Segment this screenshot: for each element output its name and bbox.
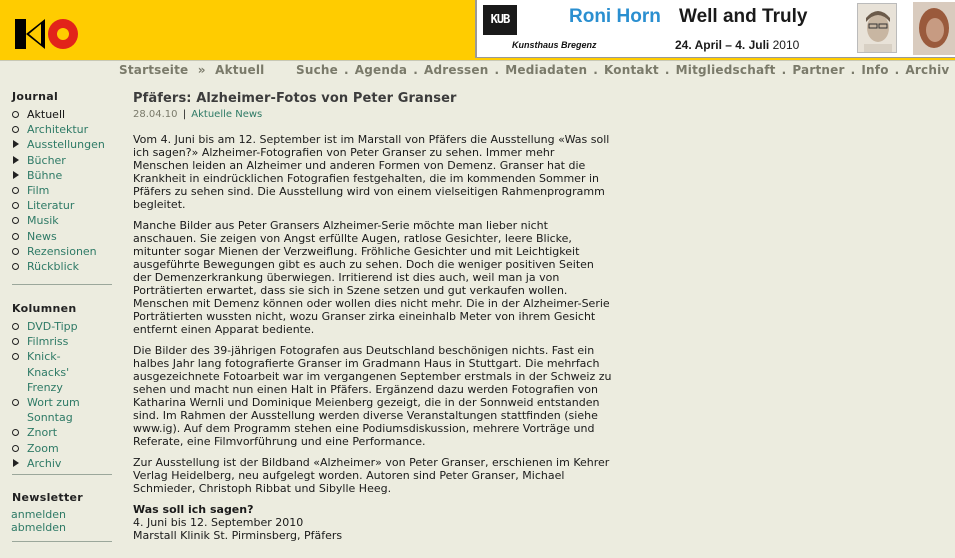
sidebar-item-label[interactable]: Znort (27, 426, 58, 440)
sidebar-divider (12, 284, 112, 285)
menu-suche[interactable]: Suche (296, 63, 338, 77)
menu-adressen[interactable]: Adressen (423, 63, 489, 77)
article-paragraph: Vom 4. Juni bis am 12. September ist im Marstall von Pfäfers die Ausstellung «Was soll ich sagen?» Alzheimer-Fotografien von Peter Granser zu sehen. Immer mehr Menschen leiden an Alzheimer und anderen Formen von Demenz. Granser hat die Krankheit in eindrücklichen Fotografien festgehalten, die im kommenden Sommer in Pfäfers zu sehen sind. Die Ausstellung wird von einem vielseitigen Rahmenprogramm begleitet. (133, 133, 610, 211)
sidebar-kolumnen-title: Kolumnen (12, 302, 77, 315)
circle-bullet-icon (12, 233, 19, 240)
sidebar-divider (12, 474, 112, 475)
sidebar-journal-title: Journal (12, 90, 59, 103)
sidebar-item-label[interactable]: Musik (27, 214, 59, 228)
exhibition-venue: Marstall Klinik St. Pirminsberg, Pfäfers (133, 529, 343, 542)
menu-kontakt[interactable]: Kontakt (604, 63, 659, 77)
menu-agenda[interactable]: Agenda (354, 63, 408, 77)
kub-logo: KUB (483, 5, 517, 35)
sidebar-item[interactable] (12, 168, 116, 183)
sidebar-item-label[interactable]: Bühne (27, 168, 63, 182)
sidebar-item-label[interactable]: Literatur (27, 199, 75, 213)
newsletter-links (11, 508, 66, 534)
sidebar-item[interactable] (12, 319, 116, 334)
newsletter-unsubscribe-link[interactable]: abmelden (11, 521, 66, 534)
portrait-photo-1 (857, 3, 897, 53)
sidebar-item-label[interactable]: News (27, 229, 57, 243)
triangle-bullet-icon (13, 140, 19, 148)
article-meta (133, 109, 613, 120)
circle-bullet-icon (12, 126, 19, 133)
banner-date (675, 38, 799, 52)
banner-year: 2010 (772, 38, 800, 52)
sidebar-item[interactable] (12, 229, 116, 244)
menu-mediadaten[interactable]: Mediadaten (505, 63, 588, 77)
sidebar-item-label[interactable]: Rückblick (27, 260, 80, 274)
sidebar-item[interactable] (12, 259, 116, 274)
article-paragraph: Zur Ausstellung ist der Bildband «Alzheimer» von Peter Granser, erschienen im Kehrer Verlag Heidelberg, neu aufgelegt worden. Autoren sind Peter Granser, Michael Schmieder, Christoph Ribbat und Sibylle Heeg. (133, 456, 610, 495)
sidebar-item[interactable] (12, 349, 116, 395)
circle-bullet-icon (12, 263, 19, 270)
meta-separator: | (182, 109, 187, 120)
sidebar-item-label[interactable]: Ausstellungen (27, 138, 105, 152)
exhibition-dates: 4. Juni bis 12. September 2010 (133, 516, 304, 529)
circle-bullet-icon (12, 217, 19, 224)
circle-bullet-icon (12, 323, 19, 330)
sidebar-item-label: Aktuell (27, 108, 66, 121)
circle-bullet-icon (12, 202, 19, 209)
sidebar-item[interactable] (12, 441, 116, 456)
triangle-bullet-icon (13, 171, 19, 179)
exhibition-info (133, 503, 613, 542)
triangle-bullet-icon (13, 156, 19, 164)
breadcrumb-home[interactable]: Startseite (119, 63, 189, 77)
article-paragraph: Die Bilder des 39-jährigen Fotografen aus Deutschland beschönigen nichts. Fast ein halbes Jahr lang fotografierte Granser im Gradmann Haus in Stuttgart. Die mehrfach ausgezeichnete Fotoarbeit war im vergangenen September erstmals in der Schweiz zu sehen und macht nun einen Halt in Pfäfers. Ergänzend dazu werden Fotografien von Katharina Wernli und Dominique Meienberg gezeigt, die in der Sonnweid entstanden sind. Im Rahmen der Ausstellung werden diverse Veranstaltungen stattfinden (siehe www.ig). Auf dem Programm stehen eine Podiumsdiskussion, mehrere Vorträge und Referate, eine Filmvorführung und eine Performance. (133, 344, 612, 448)
menu-partner[interactable]: Partner (792, 63, 845, 77)
sidebar-item[interactable] (12, 395, 116, 425)
circle-bullet-icon (12, 353, 19, 360)
triangle-bullet-icon (13, 459, 19, 467)
banner-artist: Roni Horn (569, 6, 661, 27)
circle-bullet-icon (12, 111, 19, 118)
sidebar-item-label[interactable]: Bücher (27, 153, 66, 167)
article-date: 28.04.10 (133, 109, 178, 120)
article-title: Pfäfers: Alzheimer-Fotos von Peter Granser (133, 91, 457, 106)
article-paragraph: Manche Bilder aus Peter Gransers Alzheimer-Serie möchte man lieber nicht anschauen. Sie zeigen von Angst erfüllte Augen, ratlose Gesichter, leere Blicke, mitunter sogar Mienen der Verzweiflung. Fröhliche Gesichter und mit Leichtigkeit ausgeführte Bewegungen gibt es auch zu sehen. Doch die weniger positiven Seiten der Demenzerkrankung überwiegen. Irritierend ist dies auch, weil man ja von Porträtierten erwartet, dass sie sich in Szene setzen und gut verkaufen wollen. Menschen mit Demenz können oder wollen dies nicht mehr. Die in der Alzheimer-Serie Porträtierten wussten nicht, wozu Granser zirka eineinhalb Meter von ihrem Gesicht entfernt einen Apparat bediente. (133, 219, 610, 336)
sidebar-item-label[interactable]: Film (27, 184, 50, 198)
article-body (133, 133, 613, 495)
sidebar-item[interactable] (12, 107, 116, 122)
sidebar-item[interactable] (12, 122, 116, 137)
circle-bullet-icon (12, 338, 19, 345)
article-category-link[interactable]: Aktuelle News (191, 109, 263, 120)
kub-advert-banner[interactable] (475, 0, 955, 58)
portrait-photo-2 (913, 2, 955, 55)
sidebar-item-label[interactable]: Zoom (27, 441, 59, 455)
sidebar-item[interactable] (12, 137, 116, 152)
sidebar-item[interactable] (12, 244, 116, 259)
sidebar-item-label[interactable]: Wort zum Sonntag (27, 396, 80, 425)
kub-org-name: Kunsthaus Bregenz (512, 40, 597, 50)
ko-logo[interactable] (15, 13, 85, 55)
banner-title: Well and Truly (679, 6, 808, 27)
sidebar-divider (12, 541, 112, 542)
sidebar-item[interactable] (12, 153, 116, 168)
kolumnen-list (12, 319, 116, 471)
sidebar-item-label[interactable]: Architektur (27, 123, 89, 137)
sidebar-item[interactable] (12, 425, 116, 440)
sidebar-item[interactable] (12, 183, 116, 198)
sidebar-newsletter-title: Newsletter (12, 491, 84, 504)
circle-bullet-icon (12, 445, 19, 452)
breadcrumb-current[interactable]: Aktuell (215, 63, 265, 77)
sidebar-item[interactable] (12, 334, 116, 349)
sidebar-item-label[interactable]: DVD-Tipp (27, 320, 78, 333)
newsletter-subscribe-link[interactable]: anmelden (11, 508, 66, 521)
header (0, 0, 955, 60)
sidebar-item[interactable] (12, 213, 116, 228)
sidebar-item-label[interactable]: Archiv (27, 456, 62, 470)
journal-list (12, 107, 116, 274)
banner-date-range: 24. April – 4. Juli (675, 38, 770, 52)
top-navigation (0, 60, 955, 80)
main-menu: Suche . Agenda . Adressen . Mediadaten . Kontakt . Mitgliedschaft . Partner . Info . Archiv (296, 63, 950, 77)
exhibition-title: Was soll ich sagen? (133, 503, 254, 516)
sidebar-item-label[interactable]: Knick- Knacks' Frenzy (27, 350, 70, 394)
circle-bullet-icon (12, 429, 19, 436)
breadcrumb-separator: » (197, 63, 206, 77)
sidebar-item[interactable] (12, 456, 116, 471)
sidebar-item-label[interactable]: Rezensionen (27, 244, 97, 258)
circle-bullet-icon (12, 187, 19, 194)
breadcrumb (119, 63, 264, 77)
circle-bullet-icon (12, 399, 19, 406)
article (133, 91, 613, 542)
circle-bullet-icon (12, 248, 19, 255)
menu-archiv[interactable]: Archiv (905, 63, 950, 77)
sidebar-item-label[interactable]: Filmriss (27, 335, 69, 349)
menu-info[interactable]: Info (861, 63, 889, 77)
menu-mitgliedschaft[interactable]: Mitgliedschaft (675, 63, 776, 77)
sidebar-item[interactable] (12, 198, 116, 213)
